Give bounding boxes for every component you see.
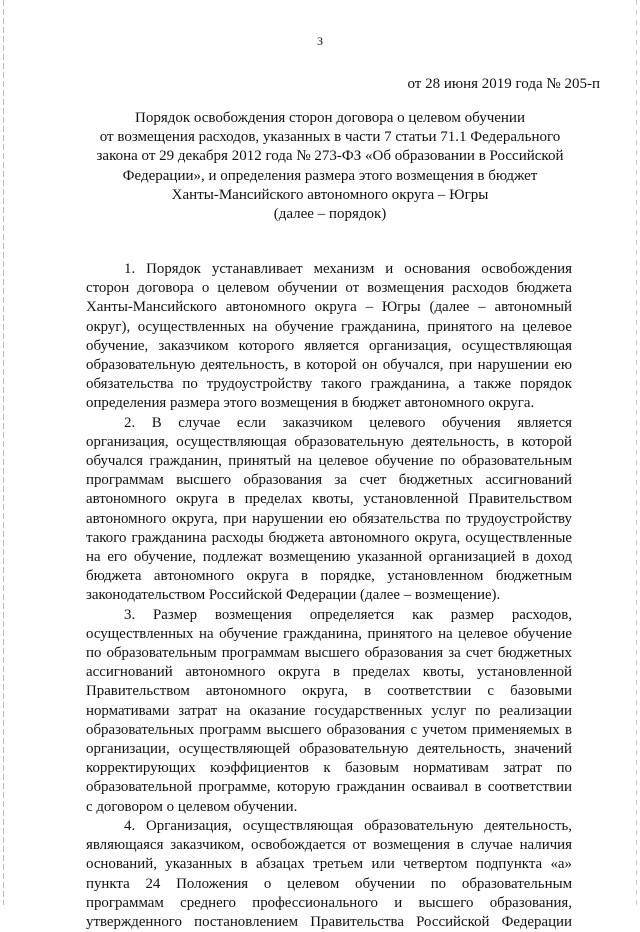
body-line: бюджета автономного округа в порядке, установленном бюджетным bbox=[86, 568, 572, 585]
body-line: ассигнований автономного округа в пределах квоты, установленной bbox=[86, 664, 572, 681]
title-line: Федерации», и определения размера этого возмещения в бюджет bbox=[122, 167, 538, 184]
body-line: обязательства по трудоустройству такого гражданина, а также порядок bbox=[86, 376, 572, 393]
document-body bbox=[86, 260, 572, 932]
body-line: образовательную деятельность, в которой он обучался, при нарушении ею bbox=[86, 357, 572, 374]
body-line: 4. Организация, осуществляющая образовательную деятельность, bbox=[124, 817, 572, 834]
body-line: организация, осуществляющая образовательную деятельность, в которой bbox=[86, 433, 572, 450]
body-line: осуществленных на обучение гражданина, принятого на целевое обучение bbox=[86, 625, 572, 642]
title-line: от возмещения расходов, указанных в части 7 статьи 71.1 Федерального bbox=[99, 129, 561, 146]
title-line: (далее – порядок) bbox=[273, 206, 387, 223]
title-line: Порядок освобождения сторон договора о целевом обучении bbox=[135, 110, 525, 126]
body-line: образовательных программ высшего образования с учетом применяемых в bbox=[86, 721, 572, 738]
body-line: автономного округа, при нарушении ею обязательства по трудоустройству bbox=[86, 510, 572, 527]
body-line: образовательной программе, которую гражданин осваивал в соответствии bbox=[86, 779, 572, 796]
body-line: 2. В случае если заказчиком целевого обучения является bbox=[124, 414, 572, 431]
title-line: закона от 29 декабря 2012 года № 273-ФЗ «Об образовании в Российской bbox=[96, 148, 564, 165]
body-line: обучение, заказчиком которого является организация, осуществляющая bbox=[86, 337, 572, 354]
body-line: организации, осуществляющей образовательную деятельность, значений bbox=[86, 741, 572, 758]
body-line: 3. Размер возмещения определяется как размер расходов, bbox=[124, 606, 572, 623]
body-line: округ), осуществленных на обучение гражданина, принятого на целевое bbox=[86, 318, 572, 335]
page-number: 3 bbox=[317, 34, 323, 48]
body-line: автономного округа в пределах квоты, установленной Правительством bbox=[86, 491, 572, 508]
body-line: 1. Порядок устанавливает механизм и основания освобождения bbox=[124, 261, 572, 277]
body-line: корректирующих коэффициентов к базовым нормативам затрат по bbox=[86, 760, 572, 777]
body-line: законодательством Российской Федерации (далее – возмещение). bbox=[86, 587, 501, 604]
body-line: пункта 24 Положения о целевом обучении по образовательным bbox=[86, 875, 572, 892]
body-line: по образовательным программам высшего образования за счет бюджетных bbox=[86, 645, 572, 662]
body-line: Ханты-Мансийского автономного округа – Югры (далее – автономный bbox=[86, 299, 572, 316]
body-line: обучался гражданин, принятый на целевое обучение по образовательным bbox=[86, 453, 572, 470]
body-line: утвержденного постановлением Правительства Российской Федерации bbox=[86, 913, 572, 930]
body-line: такого гражданина расходы бюджета автономного округа, осуществленные bbox=[86, 529, 572, 546]
body-line: определения размера этого возмещения в бюджет автономного округа. bbox=[86, 395, 535, 412]
scan-edge-left bbox=[3, 0, 4, 905]
title-line: Ханты-Мансийского автономного округа – Югры bbox=[171, 186, 489, 203]
body-line: сторон договора о целевом обучении от возмещения расходов бюджета bbox=[86, 280, 572, 297]
body-line: программам среднего профессионального и высшего образования, bbox=[86, 894, 572, 911]
body-line: оснований, указанных в абзацах третьем или четвертом подпункта «а» bbox=[86, 856, 572, 873]
body-line: нормативами затрат на оказание государственных услуг по реализации bbox=[86, 702, 572, 719]
body-line: Правительством автономного округа, в соответствии с базовыми bbox=[86, 683, 572, 700]
body-line: на его обучение, подлежат возмещению указанной организацией в доход bbox=[86, 549, 572, 566]
scan-edge-right bbox=[636, 0, 637, 905]
order-reference: от 28 июня 2019 года № 205-п bbox=[407, 76, 600, 92]
body-line: с договором о целевом обучении. bbox=[86, 798, 298, 815]
document-title bbox=[80, 109, 580, 224]
body-line: являющаяся заказчиком, освобождается от возмещения в случае наличия bbox=[86, 837, 572, 854]
body-line: программам высшего образования за счет бюджетных ассигнований bbox=[86, 472, 572, 489]
